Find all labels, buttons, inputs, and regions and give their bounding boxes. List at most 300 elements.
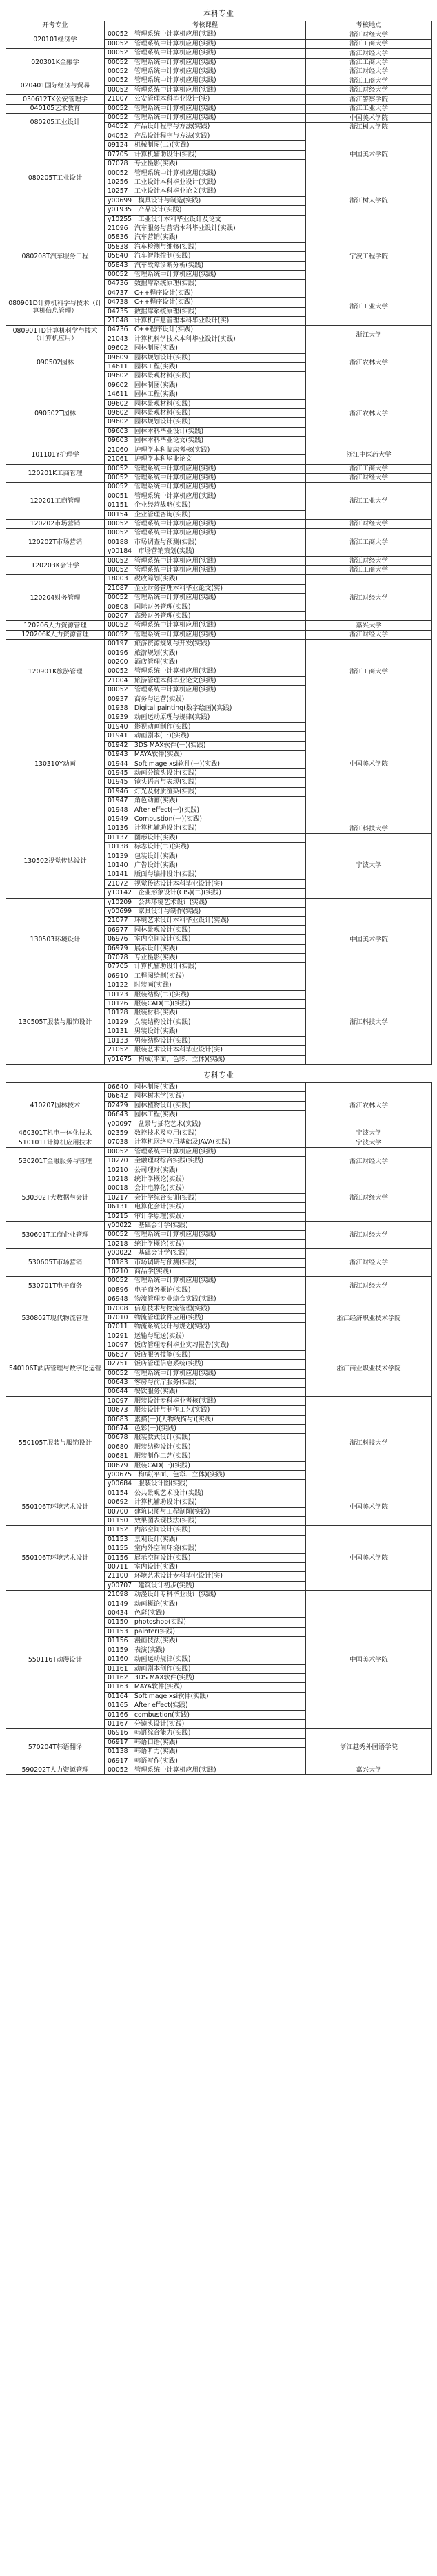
location-cell: 宁波大学	[306, 1129, 432, 1138]
course-cell: 01155 室内外空间环境(实践)	[105, 1544, 306, 1553]
course-cell: 00052 管理系统中计算机应用(实践)	[105, 1766, 306, 1774]
major-cell: 570204T韩语翻译	[6, 1729, 105, 1766]
location-cell: 浙江工商大学	[306, 565, 432, 574]
header-course: 考核课程	[105, 21, 306, 30]
major-cell: 530802T现代物流管理	[6, 1295, 105, 1341]
course-cell: 00679 服装CAD(一)(实践)	[105, 1461, 306, 1470]
table-row	[6, 1138, 432, 1147]
course-cell: 10126 服装CAD(二)(实践)	[105, 1000, 306, 1009]
course-cell: 05840 汽车智能控制(实践)	[105, 252, 306, 261]
location-cell: 浙江财经大学	[306, 30, 432, 39]
major-cell: 101101Y护理学	[6, 446, 105, 464]
associate-exam-table	[6, 1082, 432, 1775]
location-cell: 中国美术学院	[306, 1591, 432, 1729]
course-cell: 00052 管理系统中计算机应用(实践)	[105, 556, 306, 565]
major-cell: 550105T服装与服饰设计	[6, 1396, 105, 1489]
course-cell: y00699 家具设计与制作(实践)	[105, 908, 306, 917]
major-cell: 510101T计算机应用技术	[6, 1138, 105, 1147]
course-cell: 10270 金融理财综合实践(实践)	[105, 1157, 306, 1166]
table-row	[6, 104, 432, 113]
course-cell: 21077 环境艺术设计本科毕业设计(实践)	[105, 917, 306, 925]
location-cell: 浙江经济职业技术学院	[306, 1295, 432, 1341]
course-cell: 00052 管理系统中计算机应用(实践)	[105, 529, 306, 538]
major-cell: 530302T大数据与会计	[6, 1175, 105, 1221]
location-cell: 浙江工商大学	[306, 529, 432, 556]
course-cell: 10217 会计学综合实训(实践)	[105, 1193, 306, 1202]
table-row	[6, 289, 432, 297]
course-cell: y00699 模具设计与制造(实践)	[105, 196, 306, 205]
table-row	[6, 1129, 432, 1138]
course-cell: 01156 展示空间设计(实践)	[105, 1553, 306, 1562]
major-cell: 090502T园林	[6, 381, 105, 446]
course-cell: 06917 韩语口语(实践)	[105, 1738, 306, 1747]
course-cell: 01151 企业经营战略(实践)	[105, 501, 306, 510]
location-cell: 浙江农林大学	[306, 1082, 432, 1129]
table-row	[6, 30, 432, 39]
course-cell: 05843 汽车故障诊断分析(实践)	[105, 261, 306, 270]
major-cell: 410207园林技术	[6, 1082, 105, 1129]
course-cell: 00643 客房与前厅服务(实践)	[105, 1378, 306, 1387]
course-cell: 01150 效果图表现技法(实践)	[105, 1517, 306, 1526]
course-cell: 01948 After effect(一)(实践)	[105, 806, 306, 815]
course-cell: 21098 动漫设计专科毕业设计(实践)	[105, 1591, 306, 1600]
course-cell: 00052 管理系统中计算机应用(实践)	[105, 39, 306, 48]
location-cell: 浙江财经大学	[306, 473, 432, 482]
course-cell: 01150 photoshop(实践)	[105, 1618, 306, 1627]
location-cell: 中国美术学院	[306, 704, 432, 824]
location-cell: 浙江农林大学	[306, 344, 432, 381]
course-cell: y00184 市场营销策划(实践)	[105, 547, 306, 556]
course-cell: 07705 计算机辅助设计(实践)	[105, 150, 306, 159]
table-row	[6, 898, 432, 907]
course-cell: 09603 园林本科毕业设计(实践)	[105, 427, 306, 436]
course-cell: 00052 管理系统中计算机应用(实践)	[105, 483, 306, 492]
major-cell: 080205工业设计	[6, 114, 105, 132]
major-cell: 550106T环境艺术设计	[6, 1526, 105, 1591]
course-cell: 00680 服装结构设计(实践)	[105, 1443, 306, 1452]
course-cell: 01153 painter(实践)	[105, 1627, 306, 1636]
table-row	[6, 556, 432, 565]
major-cell: 460301T机电一体化技术	[6, 1129, 105, 1138]
major-cell: 530201T金融服务与管理	[6, 1147, 105, 1175]
course-cell: y10142 企业形象设计(CIS)(二)(实践)	[105, 889, 306, 898]
course-cell: y10255 工业设计本科毕业设计及论文	[105, 215, 306, 224]
course-cell: 06910 工程图绘制(实践)	[105, 972, 306, 981]
course-cell: y00022 基础会计学(实践)	[105, 1249, 306, 1258]
course-cell: 09602 园林景观材料(实践)	[105, 372, 306, 381]
table-row	[6, 132, 432, 140]
major-cell: 540106T酒店管理与数字化运营	[6, 1341, 105, 1396]
course-cell: 06916 韩语综合能力(实践)	[105, 1729, 306, 1738]
course-cell: 10122 时装画(实践)	[105, 981, 306, 990]
course-cell: y00707 建筑设计初步(实践)	[105, 1581, 306, 1590]
course-cell: 06979 展示设计(实践)	[105, 944, 306, 953]
undergraduate-table-body	[6, 30, 432, 1065]
course-cell: 00681 服装制作工艺(实践)	[105, 1452, 306, 1461]
location-cell: 浙江财经大学	[306, 49, 432, 58]
table-row	[6, 824, 432, 833]
course-cell: 00052 管理系统中计算机应用(实践)	[105, 1231, 306, 1239]
course-cell: 01138 韩语听力(实践)	[105, 1748, 306, 1757]
major-cell: 020301K金融学	[6, 49, 105, 76]
course-cell: 00052 管理系统中计算机应用(实践)	[105, 1147, 306, 1156]
table-row	[6, 1591, 432, 1600]
course-cell: 10133 男装结构设计(实践)	[105, 1036, 306, 1045]
course-cell: 01943 MAYA软件(实践)	[105, 751, 306, 760]
location-cell: 浙江科技大学	[306, 981, 432, 1065]
major-cell: 120901K旅游管理	[6, 640, 105, 704]
course-cell: 06637 饭店服务技能(实践)	[105, 1350, 306, 1359]
course-cell: 00678 服装款式设计(实践)	[105, 1434, 306, 1443]
course-cell: 01944 Softimage xsi软件(一)(实践)	[105, 760, 306, 768]
major-cell: 130310Y动画	[6, 704, 105, 824]
course-cell: 10128 服装材料(实践)	[105, 1009, 306, 1018]
location-cell: 浙江财经大学	[306, 67, 432, 76]
location-cell: 浙江工商大学	[306, 58, 432, 67]
course-cell: 00052 管理系统中计算机应用(实践)	[105, 114, 306, 123]
major-cell: 080205T工业设计	[6, 132, 105, 224]
course-cell: 01167 分镜头设计(实践)	[105, 1719, 306, 1728]
course-cell: 01152 内部空间设计(实践)	[105, 1526, 306, 1535]
major-cell: 530601T工商企业管理	[6, 1222, 105, 1249]
course-cell: 10123 服装结构(二)(实践)	[105, 990, 306, 999]
course-cell: 21100 环境艺术设计专科毕业设计(实)	[105, 1572, 306, 1581]
location-cell: 浙江农林大学	[306, 381, 432, 446]
course-cell: 00052 管理系统中计算机应用(实践)	[105, 1277, 306, 1286]
course-cell: 06948 物流管理专业综合实践(实践)	[105, 1295, 306, 1304]
major-cell: 530701T电子商务	[6, 1277, 105, 1295]
course-cell: 10215 审计学原理(实践)	[105, 1212, 306, 1221]
course-cell: 01938 Digital painting(数字绘画)(实践)	[105, 704, 306, 713]
course-cell: 10183 市场调研与预测(实践)	[105, 1258, 306, 1267]
course-cell: 00052 管理系统中计算机应用(实践)	[105, 30, 306, 39]
course-cell: 21060 护理学本科临床考核(实践)	[105, 446, 306, 454]
table-row	[6, 49, 432, 58]
course-cell: 10131 男装设计(实践)	[105, 1027, 306, 1036]
location-cell: 浙江科技大学	[306, 1396, 432, 1489]
course-cell: 07038 计算机网络应用基础及JAVA(实践)	[105, 1138, 306, 1147]
course-cell: 07078 专业摄影(实践)	[105, 160, 306, 169]
location-cell: 中国美术学院	[306, 132, 432, 178]
course-cell: 00052 管理系统中计算机应用(实践)	[105, 621, 306, 630]
course-cell: 00052 管理系统中计算机应用(实践)	[105, 1369, 306, 1378]
course-cell: 00196 旅游规划(实践)	[105, 649, 306, 658]
course-cell: 04737 C++程序设计(实践)	[105, 289, 306, 297]
header-location: 考核地点	[306, 21, 432, 30]
table-row	[6, 326, 432, 335]
section-title-undergraduate: 本科专业	[203, 9, 234, 18]
table-row	[6, 640, 432, 649]
course-cell: 21052 服装艺术设计本科毕业设计(实)	[105, 1046, 306, 1055]
major-cell: 120206人力资源管理	[6, 621, 105, 630]
course-cell: 05838 汽车检测与维修(实践)	[105, 242, 306, 251]
course-cell: 00052 管理系统中计算机应用(实践)	[105, 473, 306, 482]
table-row	[6, 1147, 432, 1156]
course-cell: 09609 园林规划设计(实践)	[105, 353, 306, 362]
course-cell: 09602 园林景观材料(实践)	[105, 399, 306, 408]
major-cell: 080901TD计算机科学与技术（计算机应用）	[6, 326, 105, 344]
course-cell: 00434 色彩(实践)	[105, 1609, 306, 1618]
table-row	[6, 1082, 432, 1091]
course-cell: 10140 广告设计(实践)	[105, 861, 306, 870]
course-cell: y01935 产品设计(实践)	[105, 206, 306, 215]
table-row	[6, 446, 432, 454]
course-cell: 10256 工业设计本科毕业设计(实践)	[105, 178, 306, 187]
course-cell: 01160 动画运动规律(实践)	[105, 1655, 306, 1664]
location-cell: 浙江商业职业技术学院	[306, 1341, 432, 1396]
location-cell: 浙江工业大学	[306, 483, 432, 520]
location-cell: 浙江财经大学	[306, 556, 432, 565]
course-cell: 10291 运输与配送(实践)	[105, 1332, 306, 1341]
table-row	[6, 95, 432, 104]
table-row	[6, 1729, 432, 1738]
location-cell: 浙江财经大学	[306, 85, 432, 94]
course-cell: 00052 管理系统中计算机应用(实践)	[105, 169, 306, 178]
location-cell: 浙江大学	[306, 326, 432, 344]
location-cell: 浙江工业大学	[306, 104, 432, 113]
table-row	[6, 114, 432, 123]
major-cell: 040105艺术教育	[6, 104, 105, 113]
major-cell: 130503环境设计	[6, 898, 105, 981]
location-cell: 浙江财经大学	[306, 575, 432, 621]
table-row	[6, 621, 432, 630]
course-cell: 01947 角色动画(实践)	[105, 797, 306, 806]
course-cell: 09124 机械制图(二)(实践)	[105, 141, 306, 150]
major-cell: 090502园林	[6, 344, 105, 381]
table-header-row	[6, 21, 432, 30]
course-cell: 00051 管理系统中计算机应用(实践)	[105, 492, 306, 501]
course-cell: y00684 服装设计图(实践)	[105, 1480, 306, 1489]
location-cell: 浙江警察学院	[306, 95, 432, 104]
header-major: 开考专业	[6, 21, 105, 30]
course-cell: 00188 市场调查与预测(实践)	[105, 538, 306, 547]
location-cell: 浙江树人学院	[306, 178, 432, 224]
major-cell: 120206K人力资源管理	[6, 630, 105, 639]
course-cell: 00052 管理系统中计算机应用(实践)	[105, 76, 306, 85]
course-cell: 10141 版面与编排设计(实践)	[105, 870, 306, 879]
location-cell: 浙江越秀外国语学院	[306, 1729, 432, 1766]
location-cell: 浙江财经大学	[306, 1175, 432, 1221]
major-cell: 120201工商管理	[6, 483, 105, 520]
course-cell: 02359 数控技术及应用(实践)	[105, 1129, 306, 1138]
major-cell: 550106T环境艺术设计	[6, 1489, 105, 1526]
table-row	[6, 1295, 432, 1304]
major-cell: 550116T动漫设计	[6, 1591, 105, 1729]
course-cell: 00052 管理系统中计算机应用(实践)	[105, 464, 306, 473]
course-cell: 00052 管理系统中计算机应用(实践)	[105, 104, 306, 113]
location-cell: 宁波工程学院	[306, 224, 432, 289]
major-cell: 120202T市场营销	[6, 529, 105, 556]
location-cell: 浙江财经大学	[306, 519, 432, 528]
table-row	[6, 1526, 432, 1535]
course-cell: 01945 动画分镜头设计(实践)	[105, 768, 306, 777]
course-cell: 06977 园林景观设计(实践)	[105, 925, 306, 934]
course-cell: 01940 影视动画制作(实践)	[105, 722, 306, 731]
location-cell: 浙江科技大学	[306, 824, 432, 833]
course-cell: 00674 色彩(一)(实践)	[105, 1424, 306, 1433]
course-cell: 01159 表演(实践)	[105, 1646, 306, 1655]
table-row	[6, 344, 432, 353]
table-row	[6, 575, 432, 584]
course-cell: 07010 物流管理软件应用(实践)	[105, 1314, 306, 1323]
table-row	[6, 76, 432, 85]
course-cell: 09603 园林本科毕业论文(实践)	[105, 437, 306, 446]
course-cell: 00052 管理系统中计算机应用(实践)	[105, 667, 306, 676]
location-cell: 浙江工商大学	[306, 464, 432, 473]
course-cell: 00052 管理系统中计算机应用(实践)	[105, 67, 306, 76]
course-cell: 10139 包装设计(实践)	[105, 852, 306, 861]
course-cell: 00207 高级财务管理(实践)	[105, 612, 306, 621]
table-row	[6, 224, 432, 233]
course-cell: 00200 酒店管理(实践)	[105, 658, 306, 667]
course-cell: 01163 MAYA软件(实践)	[105, 1683, 306, 1692]
table-row	[6, 1175, 432, 1184]
location-cell: 中国美术学院	[306, 1526, 432, 1591]
course-cell: 01941 动画剧本(一)(实践)	[105, 732, 306, 741]
table-row	[6, 1222, 432, 1231]
location-cell: 浙江财经大学	[306, 1249, 432, 1277]
table-row	[6, 464, 432, 473]
major-cell: 530605T市场营销	[6, 1249, 105, 1277]
course-cell: 06642 园林树木学(实践)	[105, 1092, 306, 1101]
table-row	[6, 1341, 432, 1350]
course-cell: 00052 管理系统中计算机应用(实践)	[105, 686, 306, 695]
course-cell: 04735 数据库系统原理(实践)	[105, 307, 306, 316]
location-cell: 浙江财经大学	[306, 1222, 432, 1249]
course-cell: 01945 镜头语言与表现(实践)	[105, 778, 306, 787]
location-cell: 浙江中医药大学	[306, 446, 432, 464]
location-cell: 浙江工商大学	[306, 640, 432, 704]
course-cell: 09602 园林制图(实践)	[105, 381, 306, 390]
course-cell: 10210 商品学(实践)	[105, 1268, 306, 1277]
course-cell: 10210 公司理财(实践)	[105, 1166, 306, 1175]
major-cell: 020101经济学	[6, 30, 105, 49]
course-cell: 00673 服装设计与制作工艺(实践)	[105, 1406, 306, 1415]
course-cell: 21007 公安管理本科毕业设计(实)	[105, 95, 306, 104]
location-cell: 嘉兴大学	[306, 1766, 432, 1774]
section-title-associate: 专科专业	[203, 1070, 234, 1080]
table-row	[6, 630, 432, 639]
course-cell: 01166 combustion(实践)	[105, 1710, 306, 1719]
course-cell: 10097 饭店管理专科毕业实习报告(实践)	[105, 1341, 306, 1350]
course-cell: 06917 韩语写作(实践)	[105, 1757, 306, 1766]
course-cell: 01137 图形设计(实践)	[105, 833, 306, 842]
location-cell: 浙江树人学院	[306, 123, 432, 132]
course-cell: 18003 税收筹划(实践)	[105, 575, 306, 584]
course-cell: 00644 餐饮服务(实践)	[105, 1388, 306, 1396]
major-cell: 120202市场营销	[6, 519, 105, 528]
course-cell: 14611 园林工程(实践)	[105, 390, 306, 399]
course-cell: 00711 室内设计(实践)	[105, 1563, 306, 1572]
course-cell: 21004 旅游管理本科毕业论文(实践)	[105, 676, 306, 685]
location-cell: 中国美术学院	[306, 898, 432, 981]
course-cell: 02751 饭店管理信息系统(实践)	[105, 1360, 306, 1369]
location-cell: 浙江财经大学	[306, 1277, 432, 1295]
course-cell: 10257 工业设计本科毕业论文(实践)	[105, 187, 306, 196]
course-cell: 10129 女装结构设计(实践)	[105, 1018, 306, 1027]
course-cell: 04736 C++程序设计(实践)	[105, 326, 306, 335]
course-cell: 09602 园林规划设计(实践)	[105, 418, 306, 427]
course-cell: 00052 管理系统中计算机应用(实践)	[105, 519, 306, 528]
course-cell: 00692 计算机辅助设计(实践)	[105, 1498, 306, 1507]
location-cell: 嘉兴大学	[306, 621, 432, 630]
course-cell: 01149 动画概论(实践)	[105, 1600, 306, 1609]
course-cell: 00018 会计电算化(实践)	[105, 1184, 306, 1193]
course-cell: 00197 旅游资源规划与开发(实践)	[105, 640, 306, 649]
major-cell: 080208T汽车服务工程	[6, 224, 105, 289]
location-cell: 中国美术学院	[306, 114, 432, 123]
course-cell: 21072 视觉传达设计本科毕业设计(实)	[105, 879, 306, 888]
course-cell: 00937 商务与运营(实践)	[105, 695, 306, 704]
course-cell: 01162 3DS MAX软件(实践)	[105, 1673, 306, 1682]
course-cell: 00700 建筑识图与工程制图(实践)	[105, 1507, 306, 1516]
course-cell: 01949 Combustion(一)(实践)	[105, 815, 306, 824]
course-cell: 21087 企业财务管理本科毕业论文(实)	[105, 584, 306, 593]
major-cell: 590202T人力资源管理	[6, 1766, 105, 1774]
course-cell: 05836 汽车营销(实践)	[105, 233, 306, 242]
course-cell: 09602 园林景观材料(实践)	[105, 409, 306, 418]
course-cell: 14611 园林工程(实践)	[105, 363, 306, 372]
location-cell: 浙江财经大学	[306, 630, 432, 639]
table-row	[6, 1396, 432, 1405]
location-cell: 中国美术学院	[306, 1489, 432, 1526]
course-cell: 10136 计算机辅助设计(实践)	[105, 824, 306, 833]
table-row	[6, 519, 432, 528]
course-cell: 01153 景观设计(实践)	[105, 1535, 306, 1544]
course-cell: 04738 C++程序设计(实践)	[105, 298, 306, 307]
major-cell: 080901D计算机科学与技术（计算机信息管理）	[6, 289, 105, 326]
course-cell: 00052 管理系统中计算机应用(实践)	[105, 565, 306, 574]
course-cell: 01942 3DS MAX软件(一)(实践)	[105, 741, 306, 750]
course-cell: 04052 产品设计程序与方法(实践)	[105, 123, 306, 132]
course-cell: 00052 管理系统中计算机应用(实践)	[105, 270, 306, 279]
course-cell: 04052 产品设计程序与方法(实践)	[105, 132, 306, 140]
course-cell: y00097 盆景与插花艺术(实践)	[105, 1120, 306, 1129]
course-cell: 00052 管理系统中计算机应用(实践)	[105, 630, 306, 639]
course-cell: y00022 基础会计学(实践)	[105, 1222, 306, 1231]
course-cell: 01165 After effect(实践)	[105, 1701, 306, 1710]
course-cell: 01154 公共景观艺术设计(实践)	[105, 1489, 306, 1498]
course-cell: 00052 管理系统中计算机应用(实践)	[105, 49, 306, 58]
course-cell: 21096 汽车服务与营销本科毕业设计(实践)	[105, 224, 306, 233]
location-cell: 浙江工业大学	[306, 289, 432, 326]
course-cell: 21048 计算机信息管理本科毕业设计(实)	[105, 317, 306, 326]
course-cell: 10218 统计学概论(实践)	[105, 1175, 306, 1184]
associate-table-body	[6, 1082, 432, 1774]
table-row	[6, 483, 432, 492]
course-cell: 00052 管理系统中计算机应用(实践)	[105, 85, 306, 94]
major-cell: 120201K工商管理	[6, 464, 105, 483]
major-cell: 030612TK公安管理学	[6, 95, 105, 104]
course-cell: 21061 护理学本科毕业论文	[105, 455, 306, 464]
course-cell: 02429 园林植物设计(实践)	[105, 1101, 306, 1110]
course-cell: 00683 素描(一)(人物线描与)(实践)	[105, 1415, 306, 1424]
course-cell: 07078 专业摄影(实践)	[105, 954, 306, 963]
course-cell: 10138 标志设计(二)(实践)	[105, 843, 306, 852]
course-cell: 10218 统计学概论(实践)	[105, 1239, 306, 1248]
course-cell: 00808 国际财务管理(实践)	[105, 603, 306, 611]
course-cell: 09602 园林制图(实践)	[105, 344, 306, 353]
course-cell: 00052 管理系统中计算机应用(实践)	[105, 58, 306, 67]
location-cell: 浙江工商大学	[306, 76, 432, 85]
course-cell: 10097 服装设计专科毕业考核(实践)	[105, 1396, 306, 1405]
table-row	[6, 1489, 432, 1498]
course-cell: 06976 室内空间设计(实践)	[105, 935, 306, 944]
location-cell: 宁波大学	[306, 1138, 432, 1147]
course-cell: 06640 园林制图(实践)	[105, 1082, 306, 1091]
location-cell: 宁波大学	[306, 833, 432, 898]
course-cell: 01939 动画运动原理与规律(实践)	[105, 713, 306, 722]
